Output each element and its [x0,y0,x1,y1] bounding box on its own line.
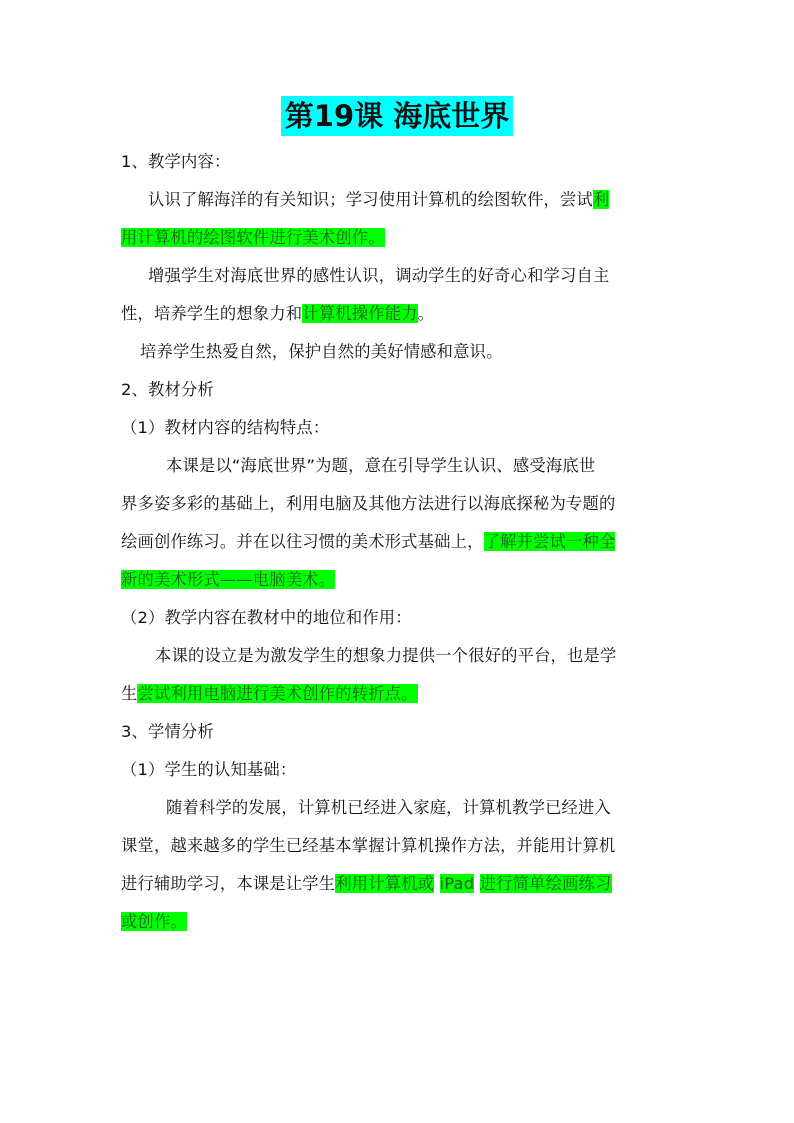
text-run: 2、教材分析 [121,380,214,399]
highlighted-text: 用计算机的绘图软件进行美术创作。 [121,228,385,247]
text-run: 。 [417,304,435,323]
highlighted-text: 尝试利用电脑进行美术创作的转折点。 [137,684,418,703]
text-run [434,874,439,893]
text-run: 随着科学的发展，计算机已经进入家庭，计算机教学已经进入 [166,798,611,817]
highlighted-text: 计算机操作能力 [302,304,418,323]
highlighted-text: 利 [593,190,610,209]
text-run: 生 [121,684,138,703]
paragraph-line [121,523,676,561]
highlighted-text: iPad [439,874,475,893]
title-row [0,96,794,136]
paragraph-line [121,675,676,713]
section-heading [121,371,676,409]
document-body [121,143,676,941]
highlighted-text: 了解并尝试一种全 [483,532,616,551]
text-run: 本课的设立是为激发学生的想象力提供一个很好的平台，也是学 [155,646,617,665]
title-number: 19 [313,99,355,133]
title-rest: 课 海底世界 [354,99,510,133]
text-run: 认识了解海洋的有关知识；学习使用计算机的绘图软件，尝试 [148,190,593,209]
text-run: 性，培养学生的想象力和 [121,304,303,323]
text-run: （2）教学内容在教材中的地位和作用： [121,608,412,627]
paragraph-line [121,865,676,903]
paragraph-line [121,789,676,827]
section-heading [121,143,676,181]
paragraph-line [121,447,676,485]
highlighted-text: 利用计算机或 [335,874,435,893]
section-heading [121,713,676,751]
page-title [281,96,513,136]
subsection-heading [121,409,676,447]
text-run [474,874,479,893]
paragraph-line [121,295,676,333]
paragraph-line [121,637,676,675]
text-run: 培养学生热爱自然，保护自然的美好情感和意识。 [140,342,503,361]
paragraph-line [121,181,676,219]
subsection-heading [121,751,676,789]
text-run: 课堂，越来越多的学生已经基本掌握计算机操作方法，并能用计算机 [121,836,616,855]
paragraph-line [121,561,676,599]
title-prefix: 第 [284,99,314,133]
text-run: 1、教学内容： [121,152,231,171]
text-run: 增强学生对海底世界的感性认识，调动学生的好奇心和学习自主 [148,266,610,285]
text-run: 3、学情分析 [121,722,214,741]
paragraph-line [121,903,676,941]
subsection-heading [121,599,676,637]
text-run: （1）教材内容的结构特点： [121,418,330,437]
text-run: 进行辅助学习，本课是让学生 [121,874,336,893]
highlighted-text: 新的美术形式——电脑美术。 [121,570,336,589]
paragraph-line [121,219,676,257]
paragraph-line [121,333,676,371]
highlighted-text: 或创作。 [121,912,187,931]
text-run: （1）学生的认知基础： [121,760,297,779]
text-run: 本课是以“海底世界”为题，意在引导学生认识、感受海底世 [166,456,596,475]
paragraph-line [121,827,676,865]
text-run: 界多姿多彩的基础上，利用电脑及其他方法进行以海底探秘为专题的 [121,494,616,513]
paragraph-line [121,257,676,295]
paragraph-line [121,485,676,523]
text-run: 绘画创作练习。并在以往习惯的美术形式基础上， [121,532,484,551]
highlighted-text: 进行简单绘画练习 [479,874,612,893]
